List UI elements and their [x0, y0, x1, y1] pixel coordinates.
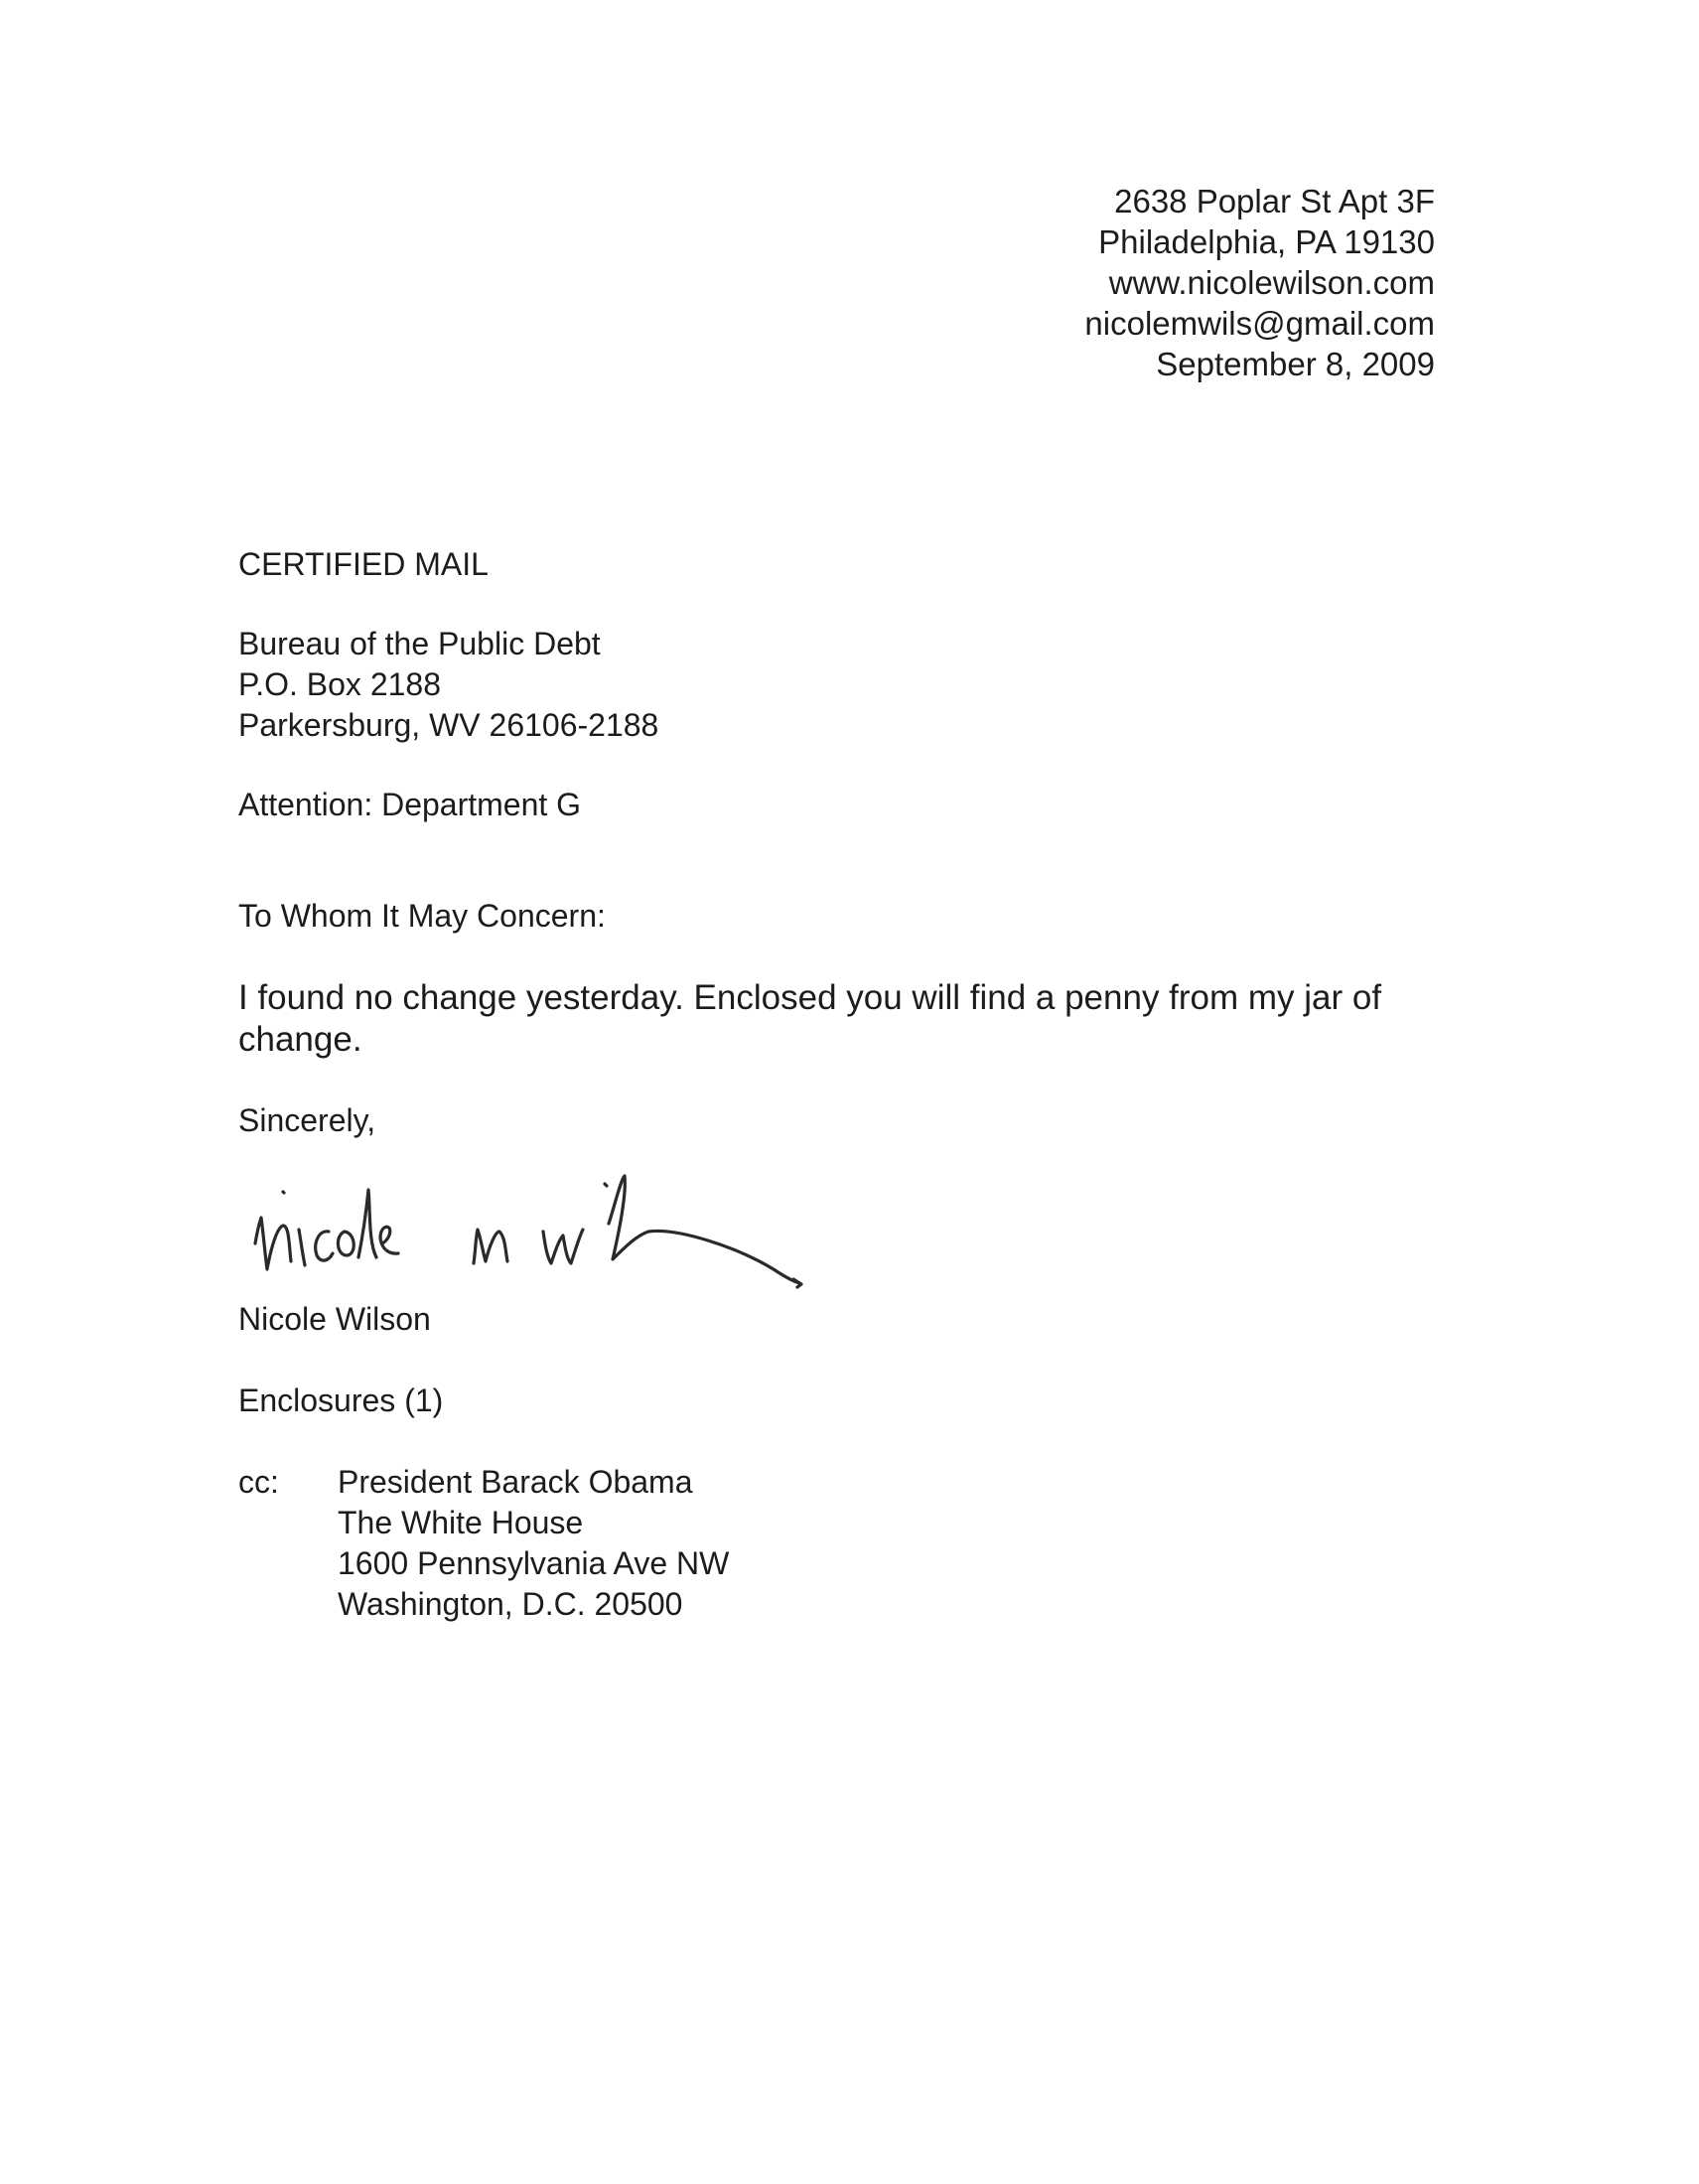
letter-body — [238, 977, 1450, 1061]
body-line-1: I found no change yesterday. Enclosed you will find a penny from my jar of — [238, 978, 1382, 1017]
closing: Sincerely, — [238, 1102, 376, 1138]
cc-label: cc: — [238, 1464, 279, 1500]
sender-website: www.nicolewilson.com — [1108, 264, 1435, 301]
recipient-po-box: P.O. Box 2188 — [238, 666, 441, 702]
cc-street: 1600 Pennsylvania Ave NW — [338, 1545, 730, 1581]
delivery-method: CERTIFIED MAIL — [238, 546, 489, 582]
sender-city-state-zip: Philadelphia, PA 19130 — [1098, 223, 1435, 260]
recipient-city-state-zip: Parkersburg, WV 26106-2188 — [238, 707, 659, 743]
cc-address-block — [338, 1462, 729, 1625]
attention-line: Attention: Department G — [238, 787, 582, 822]
signer-name: Nicole Wilson — [238, 1301, 431, 1337]
enclosures-note: Enclosures (1) — [238, 1383, 444, 1418]
letter-date: September 8, 2009 — [1156, 346, 1435, 382]
sender-street: 2638 Poplar St Apt 3F — [1114, 183, 1435, 219]
salutation: To Whom It May Concern: — [238, 898, 606, 934]
cc-city-state-zip: Washington, D.C. 20500 — [338, 1586, 683, 1622]
recipient-address-block — [238, 624, 658, 746]
handwritten-signature-icon — [243, 1152, 839, 1311]
body-line-2: change. — [238, 1020, 362, 1059]
recipient-name: Bureau of the Public Debt — [238, 626, 601, 661]
sender-email: nicolemwils@gmail.com — [1084, 305, 1435, 342]
sender-address-block — [1084, 181, 1435, 384]
cc-place: The White House — [338, 1505, 584, 1540]
cc-name: President Barack Obama — [338, 1464, 693, 1500]
